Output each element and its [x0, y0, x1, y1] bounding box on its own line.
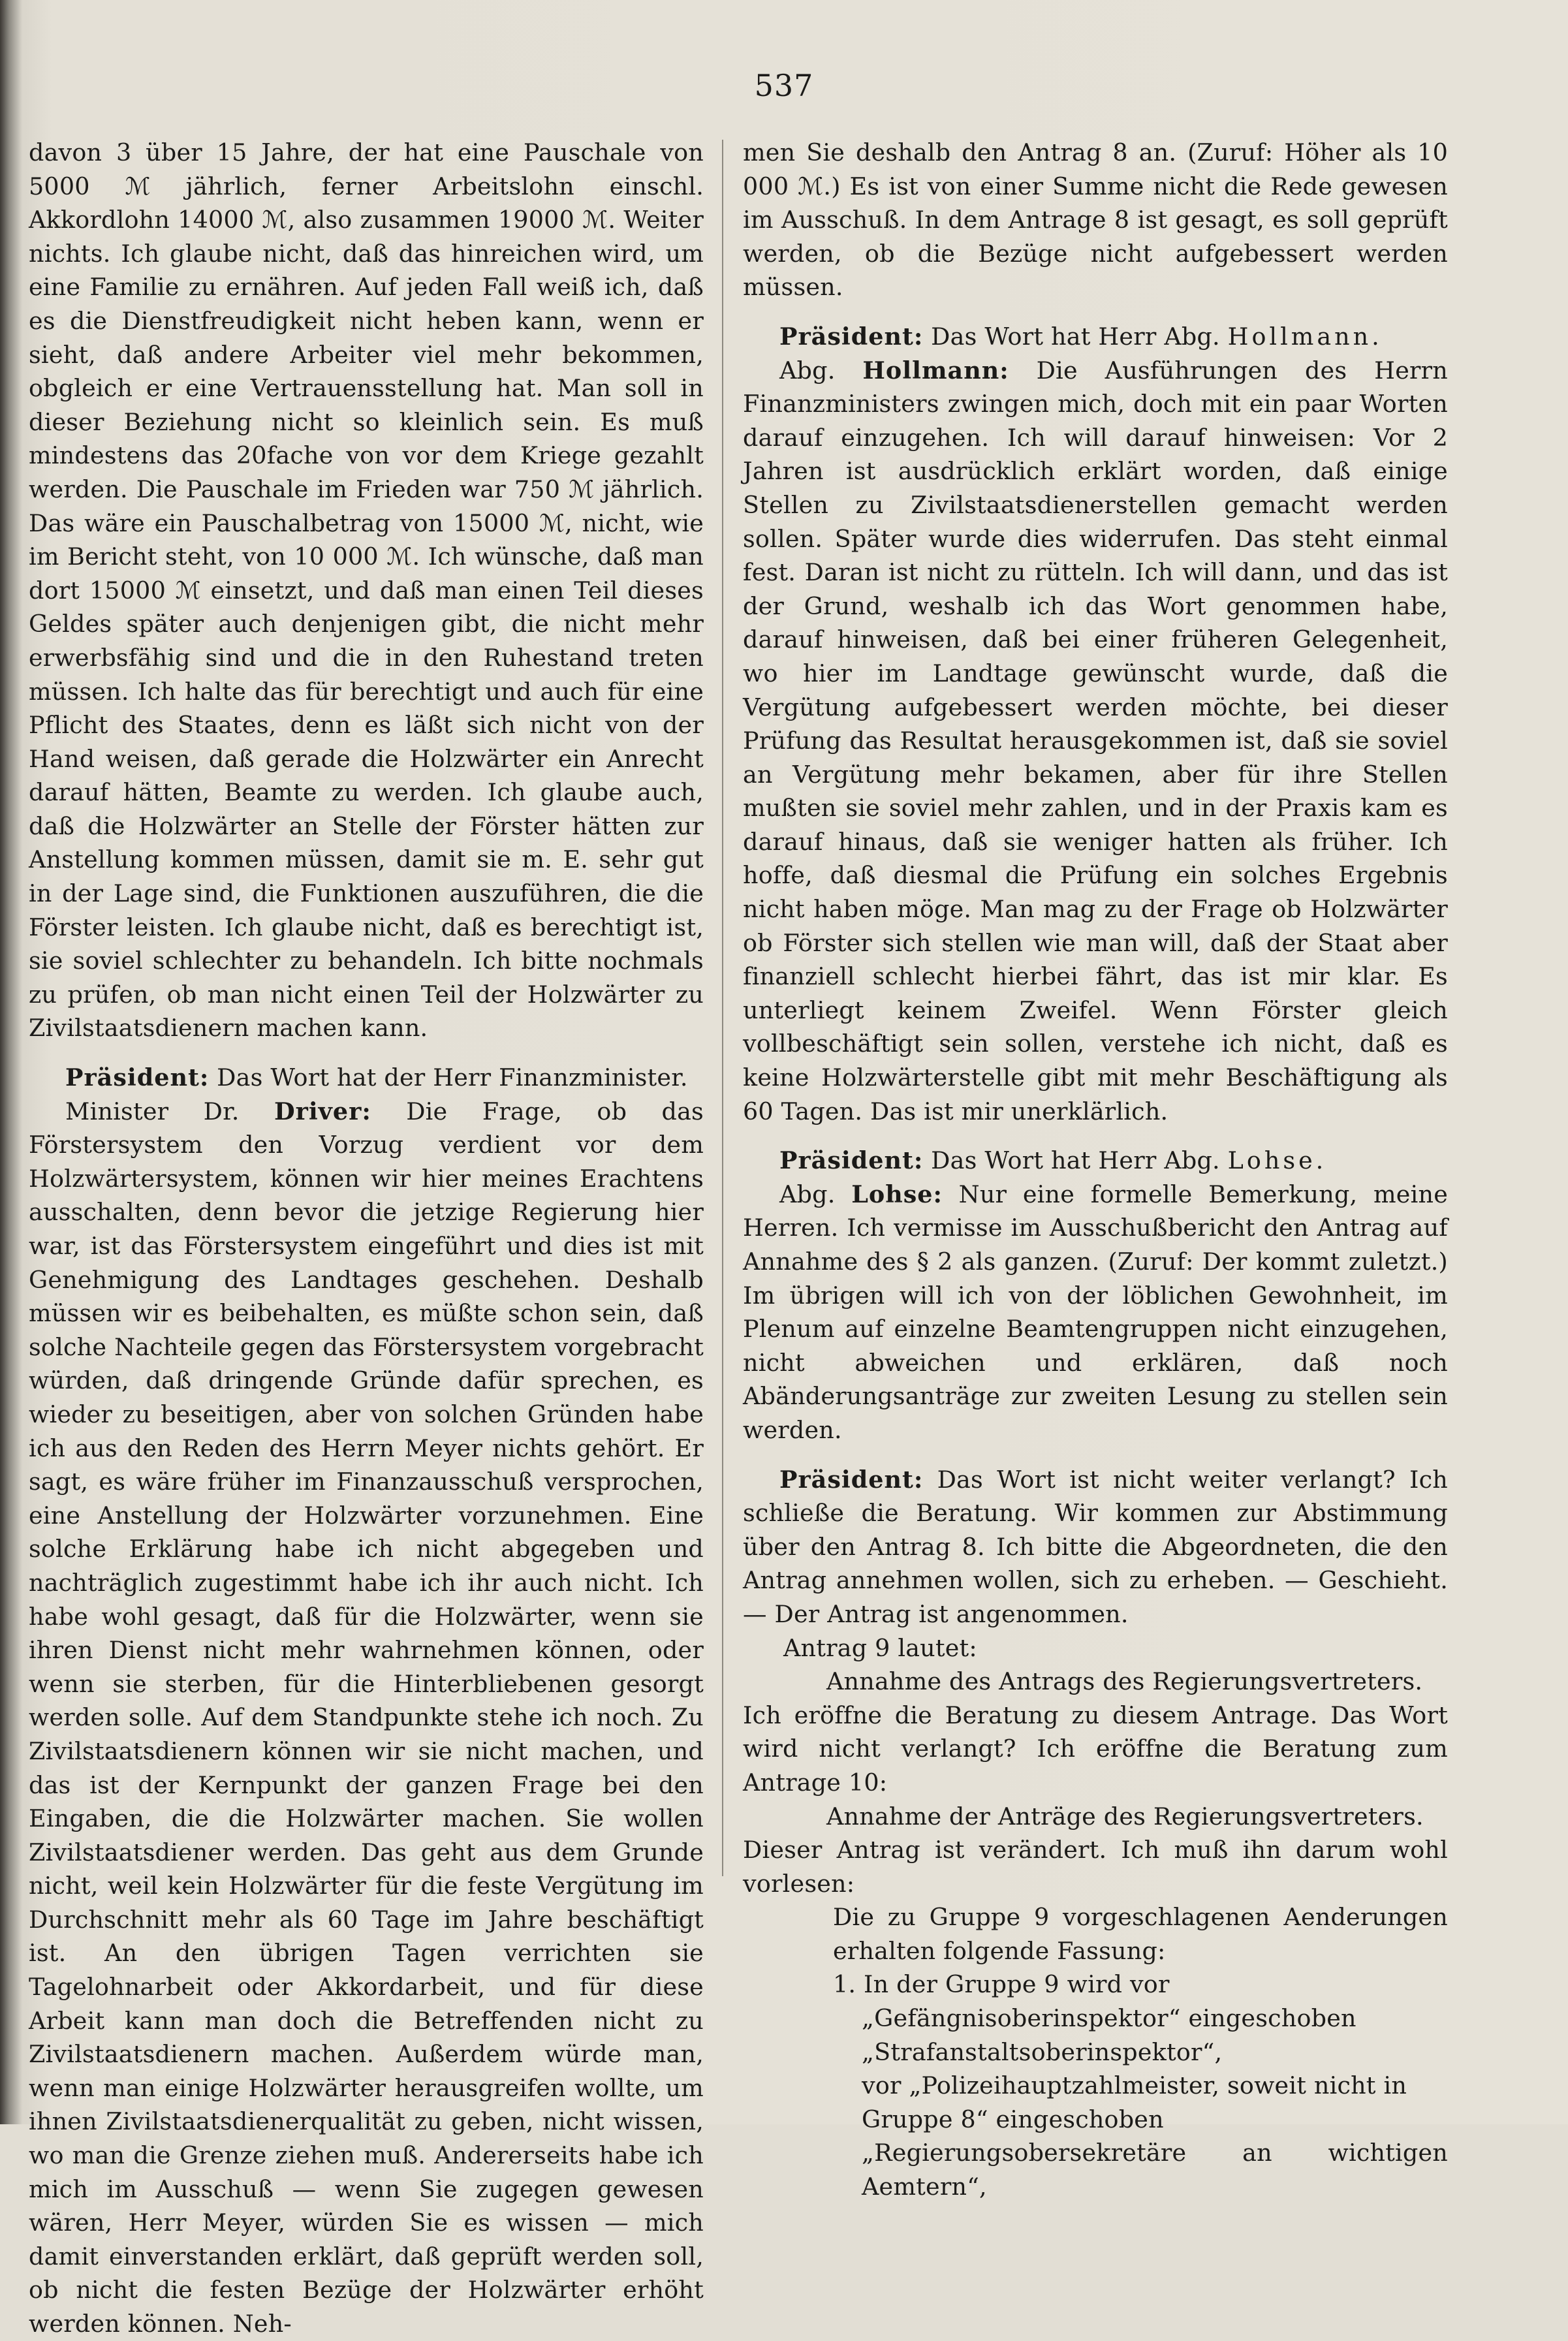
paragraph — [743, 136, 1448, 304]
speaker-reference: Hollmann. — [1227, 322, 1383, 351]
paragraph-text: Die Frage, ob das Förstersystem den Vorzug verdient vor dem Holzwärtersystem, können wir hier meines Erachtens ausschalten, denn bevor die jetzige Regierung hier war, ist das Förstersystem eingeführt und dies ist mit Genehmigung des Landtages geschehen. Deshalb müssen wir es beibehalten, es müßte schon sein, daß solche Nachteile gegen das Förstersystem vorgebracht würden, daß dringende Gründe dafür sprechen, es wieder zu beseitigen, aber von solchen Gründen habe ich aus den Reden des Herrn Meyer nichts gehört. Er sagt, es wäre früher im Finanzausschuß versprochen, eine Anstellung der Holzwärter vorzunehmen. Eine solche Erklärung habe ich nicht abgegeben und nachträglich zugestimmt habe ich ihr auch nicht. Ich habe wohl gesagt, daß für die Holzwärter, wenn sie ihren Dienst nicht mehr wahrnehmen können, oder wenn sie sterben, für die Hinterbliebenen gesorgt werden solle. Auf dem Standpunkte stehe ich noch. Zu Zivilstaatsdienern können wir sie nicht machen, und das ist der Kernpunkt der ganzen Frage bei den Eingaben, die die Holzwärter machen. Sie wollen Zivilstaatsdiener werden. Das geht aus dem Grunde nicht, weil kein Holzwärter für die feste Vergütung im Durchschnitt mehr als 60 Tage im Jahre beschäftigt ist. An den übrigen Tagen verrichten sie Tagelohnarbeit oder Akkordarbeit, und für diese Arbeit kann man doch die Betreffenden nicht zu Zivilstaatsdienern machen. Außerdem würde man, wenn man einige Holzwärter herausgreifen wollte, um ihnen Zivilstaatsdienerqualität zu geben, nicht wissen, wo man die Grenze ziehen muß. Andererseits habe ich mich im Ausschuß — wenn Sie zugegen gewesen wären, Herr Meyer, würden Sie es wissen — mich damit einverstanden erklärt, daß geprüft werden soll, ob nicht die festen Bezüge der Holzwärter erhöht werden können. Neh- — [29, 1097, 704, 2338]
paragraph — [29, 1095, 704, 2341]
amendment-line: „Gefängnisoberinspektor“ eingeschoben — [862, 2004, 1356, 2033]
paragraph — [743, 1178, 1448, 1447]
speaker-name: Lohse: — [851, 1180, 943, 1208]
speaker-name: Präsident: — [65, 1063, 210, 1092]
amendment-line: Gruppe 8“ eingeschoben — [862, 2105, 1164, 2133]
amendment-line: „Strafanstaltsoberinspektor“, — [862, 2037, 1223, 2066]
speaker-name: Präsident: — [779, 322, 924, 351]
paragraph: Dieser Antrag ist verändert. Ich muß ihn darum wohl vorlesen: — [743, 1836, 1448, 1898]
amendment-line: „Regierungsobersekretäre an wichtigen Aemtern“, — [862, 2139, 1448, 2201]
speaker-title: Abg. — [779, 1180, 852, 1208]
paragraph-text: men Sie deshalb den Antrag 8 an. (Zuruf: Höher als 10 000 ℳ.) Es ist von einer Summe nicht die Rede gewesen im Ausschuß. In dem Antrage 8 ist gesagt, es soll geprüft werden, ob die Bezüge nicht aufgebessert werden müssen. — [743, 138, 1448, 302]
speaker-name: Driver: — [274, 1097, 371, 1125]
paragraph-text: Das Wort hat der Herr Finanzminister. — [209, 1063, 688, 1092]
speaker-name: Präsident: — [779, 1146, 924, 1175]
paragraph-text: Das Wort hat Herr Abg. — [923, 1146, 1228, 1175]
right-column — [743, 136, 1448, 2204]
paragraph: Ich eröffne die Beratung zu diesem Antrage. Das Wort wird nicht verlangt? Ich eröffne die Beratung zum Antrage 10: — [743, 1701, 1448, 1797]
speaker-name: Präsident: — [779, 1465, 924, 1494]
quoted-amendment: Die zu Gruppe 9 vorgeschlagenen Aenderungen erhalten folgende Fassung: — [833, 1903, 1448, 1965]
speaker-title: Minister Dr. — [65, 1097, 274, 1125]
paragraph-text: Das Wort ist nicht weiter verlangt? Ich schließe die Beratung. Wir kommen zur Abstimmung über den Antrag 8. Ich bitte die Abgeordneten, die den Antrag annehmen wollen, sich zu erheben. — Geschieht. — Der Antrag ist angenommen. — [743, 1465, 1448, 1628]
paragraph-text: Nur eine formelle Bemerkung, meine Herren. Ich vermisse im Ausschußbericht den Antrag auf Annahme des § 2 als ganzen. (Zuruf: Der kommt zuletzt.) Im übrigen will ich von der löblichen Gewohnheit, im Plenum auf einzelne Beamtengruppen nicht einzugehen, nicht abweichen und erklären, daß noch Abänderungsanträge zur zweiten Lesung zu stellen sein werden. — [743, 1180, 1448, 1444]
speaker-title: Abg. — [779, 356, 863, 385]
speaker-reference: Lohse. — [1227, 1146, 1327, 1175]
motion-heading: Antrag 9 lautet: — [783, 1633, 977, 1662]
left-column — [29, 136, 704, 2341]
paragraph-text: Die Ausführungen des Herrn Finanzministers zwingen mich, doch mit ein paar Worten darauf einzugehen. Ich will darauf hinweisen: Vor 2 Jahren ist ausdrücklich erklärt worden, daß einige Stellen zu Zivilstaatsdienerstellen gemacht werden sollen. Später wurde dies widerrufen. Das steht einmal fest. Daran ist nicht zu rütteln. Ich will dann, und das ist der Grund, weshalb ich das Wort genommen habe, darauf hinweisen, daß bei einer früheren Gelegenheit, wo hier im Landtage gewünscht wurde, daß die Vergütung aufgebessert werden möchte, bei dieser Prüfung das Resultat herausgekommen ist, daß sie soviel an Vergütung mehr bekamen, aber für ihre Stellen mußten sie soviel mehr zahlen, und in der Praxis kam es darauf hinaus, daß sie weniger hatten als früher. Ich hoffe, daß diesmal die Prüfung ein solches Ergebnis nicht haben möge. Man mag zu der Frage ob Holzwärter ob Förster sich stellen wie man will, daß der Staat aber finanziell schlecht hierbei fährt, das ist mir klar. Es unterliegt keinem Zweifel. Wenn Förster gleich vollbeschäftigt sein sollen, verstehe ich nicht, daß es keine Holzwärterstelle gibt mit mehr Beschäftigung als 60 Tagen. Das ist mir unerklärlich. — [743, 356, 1449, 1125]
amendment-line: vor „Polizeihauptzahlmeister, soweit nicht in — [862, 2071, 1407, 2100]
paragraph — [29, 1061, 704, 1095]
amendment-item: 1. In der Gruppe 9 wird vor — [833, 1970, 1170, 1999]
paragraph-text: Das Wort hat Herr Abg. — [923, 322, 1228, 351]
paragraph — [29, 136, 704, 1045]
paragraph — [743, 354, 1448, 1129]
column-divider — [722, 140, 723, 1876]
paragraph-text: davon 3 über 15 Jahre, der hat eine Pauschale von 5000 ℳ jährlich, ferner Arbeitslohn einschl. Akkordlohn 14000 ℳ, also zusammen 19000 ℳ. Weiter nichts. Ich glaube nicht, daß das hinreichen wird, um eine Familie zu ernähren. Auf jeden Fall weiß ich, daß es die Dienstfreudigkeit nicht heben kann, wenn er sieht, daß andere Arbeiter viel mehr bekommen, obgleich er eine Vertrauensstellung hat. Man soll in dieser Beziehung nicht so kleinlich sein. Es muß mindestens das 20fache von vor dem Kriege gezahlt werden. Die Pauschale im Frieden war 750 ℳ jährlich. Das wäre ein Pauschalbetrag von 15000 ℳ, nicht, wie im Bericht steht, von 10 000 ℳ. Ich wünsche, daß man dort 15000 ℳ einsetzt, und daß man einen Teil dieses Geldes später auch denjenigen gibt, die nicht mehr erwerbsfähig sind und die in den Ruhestand treten müssen. Ich halte das für berechtigt und auch für eine Pflicht des Staates, denn es läßt sich nicht von der Hand weisen, daß gerade die Holzwärter ein Anrecht darauf hätten, Beamte zu werden. Ich glaube auch, daß die Holzwärter an Stelle der Förster hätten zur Anstellung kommen müssen, damit sie m. E. sehr gut in der Lage sind, die Funktionen auszuführen, die die Förster leisten. Ich glaube nicht, daß es berechtigt ist, sie soviel schlechter zu behandeln. Ich bitte nochmals zu prüfen, ob man nicht einen Teil der Holzwärter zu Zivilstaatsdienern machen kann. — [29, 138, 704, 1043]
paragraph — [743, 1463, 1448, 1631]
motion-text: Annahme des Antrags des Regierungsvertreters. — [826, 1667, 1423, 1696]
motion-text: Annahme der Anträge des Regierungsvertreters. — [826, 1802, 1424, 1830]
speaker-name: Hollmann: — [862, 356, 1009, 385]
paragraph — [743, 1144, 1448, 1178]
page-number: 537 — [754, 68, 814, 103]
paragraph — [743, 320, 1448, 354]
